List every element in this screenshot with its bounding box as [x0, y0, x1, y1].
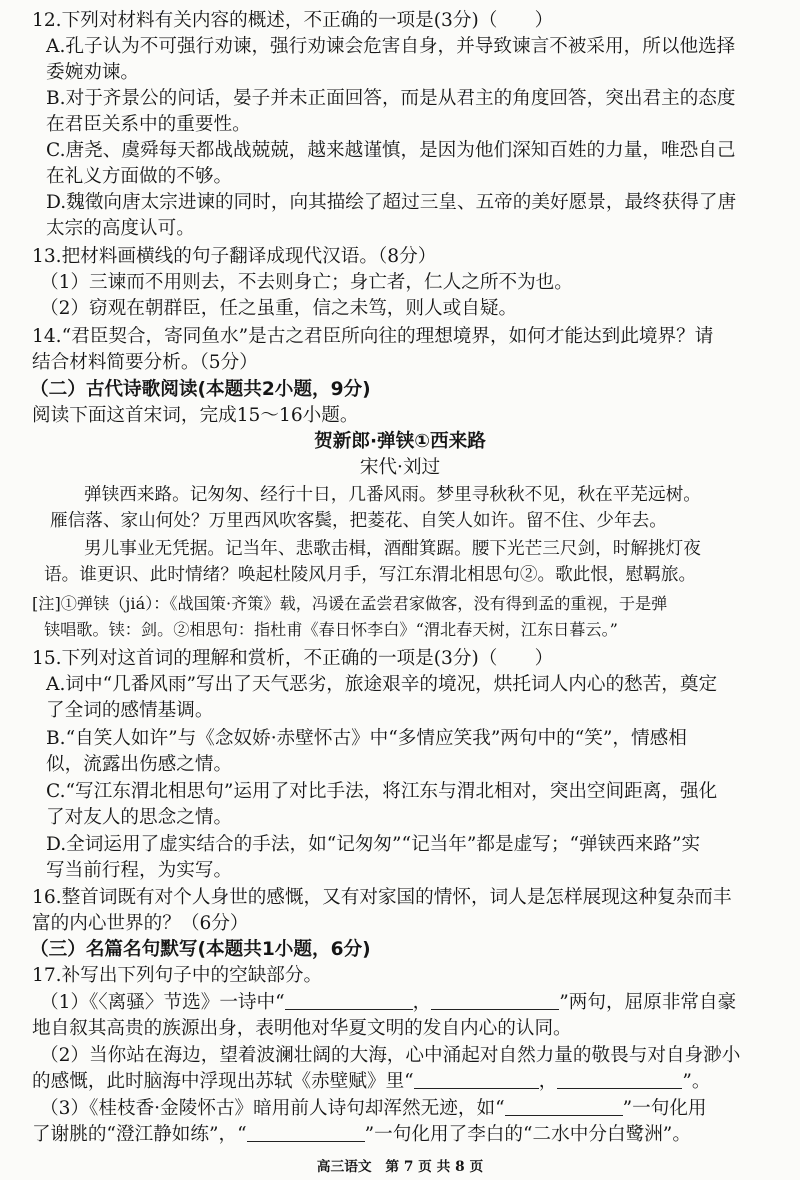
- fill-2-suffix: ”。: [682, 1071, 711, 1092]
- fill-1-line: [0, 990, 800, 1016]
- q15-option-d-cont: 写当前行程，为实写。: [46, 860, 233, 881]
- question-16-stem-cont: 富的内心世界的？（6分）: [32, 913, 249, 934]
- fill-3-line-2-prefix: 了谢朓的“澄江静如练”，“: [32, 1124, 247, 1145]
- q15-option-a-cont: 了全词的感情基调。: [46, 700, 214, 721]
- question-14-stem-cont: 结合材料简要分析。（5分）: [32, 352, 258, 373]
- option-a: A.孔子认为不可强行劝谏，强行劝谏会危害自身，并导致谏言不被采用，所以他选择: [46, 36, 736, 57]
- poem-note-2: 铗唱歌。铗：剑。②相思句：指杜甫《春日怀李白》“渭北春天树，江东日暮云。”: [44, 620, 618, 639]
- q15-option-c: C.“写江东渭北相思句”运用了对比手法，将江东与渭北相对，突出空间距离，强化: [46, 781, 718, 802]
- q15-option-b-cont: 似，流露出伤感之情。: [46, 754, 233, 775]
- section-heading-poetry: （二）古代诗歌阅读(本题共2小题，9分): [30, 379, 371, 400]
- fill-1-suffix: ”两句，屈原非常自豪: [559, 992, 737, 1013]
- question-15-stem: 15.下列对这首词的理解和赏析，不正确的一项是(3分)（ ）: [32, 648, 554, 669]
- fill-3-line-2-suffix: ”一句化用了李白的“二水中分白鹭洲”。: [364, 1124, 691, 1145]
- poem-title: 贺新郎·弹铗①西来路: [314, 431, 486, 452]
- poem-line-3: 男儿事业无凭据。记当年、悲歌击楫，酒酣箕踞。腰下光芒三尺剑，时解挑灯夜: [84, 539, 701, 559]
- question-13-part-1: （1）三谏而不用则去，不去则身亡；身亡者，仁人之所不为也。: [40, 272, 573, 293]
- q15-option-d: D.全词运用了虚实结合的手法，如“记匆匆”“记当年”都是虚写；“弹铗西来路”实: [46, 834, 701, 855]
- fill-1-line-2: 地自叙其高贵的族源出身，表明他对华夏文明的发自内心的认同。: [32, 1018, 572, 1039]
- option-a-cont: 委婉劝谏。: [46, 62, 140, 83]
- question-13-stem: 13.把材料画横线的句子翻译成现代汉语。（8分）: [32, 246, 437, 267]
- page-footer: 高三语文 第 7 页 共 8 页: [316, 1159, 484, 1175]
- question-17-stem: 17.补写出下列句子中的空缺部分。: [32, 965, 323, 986]
- option-b: B.对于齐景公的问话，晏子并未正面回答，而是从君主的角度回答，突出君主的态度: [46, 88, 736, 109]
- option-c: C.唐尧、虞舜每天都战战兢兢，越来越谨慎，是因为他们深知百姓的力量，唯恐自己: [46, 140, 736, 161]
- answer-blank[interactable]: [557, 1070, 682, 1089]
- question-13-part-2: （2）窃观在朝群臣，任之虽重，信之未笃，则人或自疑。: [40, 298, 518, 319]
- fill-2-mid: ，: [538, 1071, 558, 1092]
- question-14-stem: 14.“君臣契合，寄同鱼水”是古之君臣所向往的理想境界，如何才能达到此境界？请: [32, 326, 714, 347]
- fill-2-line-1: （2）当你站在海边，望着波澜壮阔的大海，心中涌起对自然力量的敬畏与对自身渺小: [40, 1045, 741, 1066]
- option-d: D.魏徵向唐太宗进谏的同时，向其描绘了超过三皇、五帝的美好愿景，最终获得了唐: [46, 192, 737, 213]
- fill-2-line-2: [0, 1069, 800, 1095]
- poem-line-1: 弹铗西来路。记匆匆、经行十日，几番风雨。梦里寻秋秋不见，秋在平芜远树。: [84, 485, 701, 505]
- answer-blank[interactable]: [285, 991, 413, 1010]
- answer-blank[interactable]: [505, 1097, 623, 1116]
- poem-line-2: 雁信落、家山何处？万里西风吹客鬓，把菱花、自笑人如许。留不住、少年去。: [50, 511, 667, 531]
- fill-3-line-1: [0, 1096, 800, 1122]
- fill-3-line-2: [0, 1122, 800, 1148]
- answer-blank[interactable]: [247, 1123, 365, 1142]
- poetry-instruction: 阅读下面这首宋词，完成15～16小题。: [32, 405, 359, 426]
- q15-option-a: A.词中“几番风雨”写出了天气恶劣，旅途艰辛的境况，烘托词人内心的愁苦，奠定: [46, 674, 718, 695]
- fill-3-suffix: ”一句化用: [622, 1098, 707, 1119]
- option-c-cont: 在礼义方面做的不够。: [46, 166, 233, 187]
- poem-author: 宋代·刘过: [359, 457, 441, 478]
- section-heading-recitation: （三）名篇名句默写(本题共1小题，6分): [30, 939, 371, 960]
- fill-3-prefix: （3）《桂枝香·金陵怀古》暗用前人诗句却浑然无迹，如“: [40, 1098, 505, 1119]
- answer-blank[interactable]: [414, 1070, 539, 1089]
- answer-blank[interactable]: [431, 991, 559, 1010]
- poem-note-1: [注]①弹铗（jiá）：《战国策·齐策》载，冯谖在孟尝君家做客，没有得到孟的重视，于是弹: [32, 594, 668, 613]
- q15-option-b: B.“自笑人如许”与《念奴娇·赤壁怀古》中“多情应笑我”两句中的“笑”，情感相: [46, 728, 687, 749]
- q15-option-c-cont: 了对友人的思念之情。: [46, 807, 233, 828]
- fill-1-mid: ，: [412, 992, 432, 1013]
- fill-2-prefix: 的感慨，此时脑海中浮现出苏轼《赤壁赋》里“: [32, 1071, 414, 1092]
- poem-line-4: 语。谁更识、此时情绪？唤起杜陵风月手，写江东渭北相思句②。歌此恨，慰羁旅。: [44, 565, 697, 585]
- fill-1-prefix: （1）《〈离骚〉节选》一诗中“: [40, 992, 285, 1013]
- option-b-cont: 在君臣关系中的重要性。: [46, 114, 251, 135]
- question-12-stem: 12.下列对材料有关内容的概述，不正确的一项是(3分)（ ）: [32, 10, 554, 31]
- option-d-cont: 太宗的高度认可。: [46, 218, 195, 239]
- question-16-stem: 16.整首词既有对个人身世的感慨，又有对家国的情怀，词人是怎样展现这种复杂而丰: [32, 887, 732, 908]
